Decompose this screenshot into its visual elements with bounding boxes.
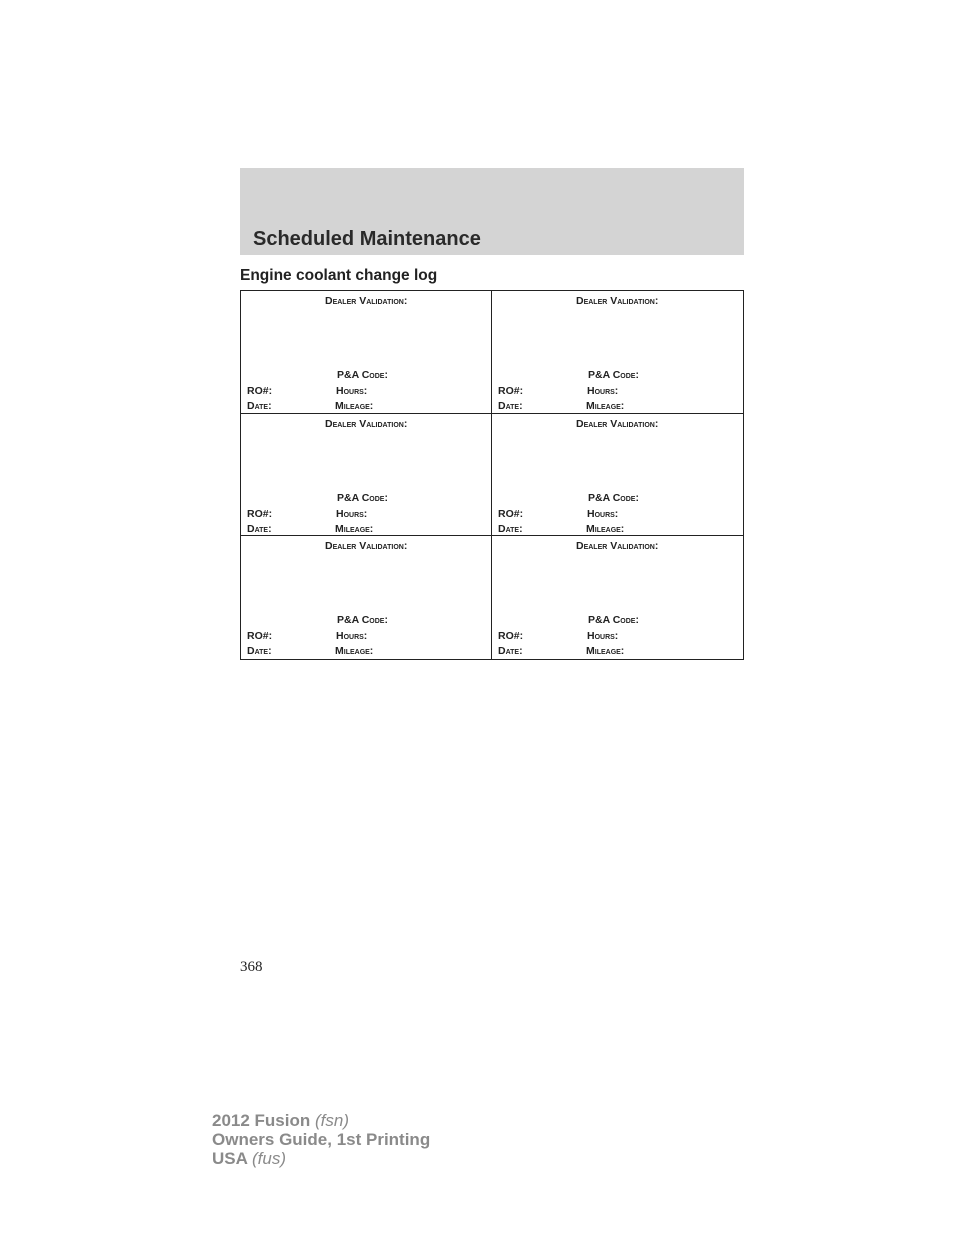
footer-model: 2012 Fusion bbox=[212, 1111, 311, 1130]
date-label: Date: bbox=[498, 522, 523, 535]
date-label: Date: bbox=[247, 522, 272, 535]
date-label: Date: bbox=[498, 400, 523, 412]
pa-code-label: P&A Code: bbox=[337, 614, 388, 627]
dealer-validation-label: Dealer Validation: bbox=[576, 417, 659, 430]
date-label: Date: bbox=[247, 645, 272, 658]
hours-label: Hours: bbox=[587, 385, 619, 397]
mileage-label: Mileage: bbox=[335, 400, 374, 412]
footer-market: USA bbox=[212, 1149, 248, 1168]
footer-line-3 bbox=[212, 1149, 430, 1168]
log-entry-6 bbox=[492, 536, 743, 659]
pa-code-label: P&A Code: bbox=[588, 369, 639, 381]
document-footer bbox=[212, 1111, 430, 1168]
mileage-label: Mileage: bbox=[586, 645, 625, 658]
pa-code-label: P&A Code: bbox=[337, 369, 388, 381]
log-entry-2 bbox=[492, 291, 743, 414]
hours-label: Hours: bbox=[336, 385, 368, 397]
mileage-label: Mileage: bbox=[335, 522, 374, 535]
mileage-label: Mileage: bbox=[586, 400, 625, 412]
footer-model-code: (fsn) bbox=[315, 1111, 349, 1130]
ro-label: RO#: bbox=[498, 507, 524, 520]
ro-label: RO#: bbox=[498, 385, 524, 397]
log-entry-5 bbox=[241, 536, 492, 659]
log-entry-1 bbox=[241, 291, 492, 414]
dealer-validation-label: Dealer Validation: bbox=[325, 417, 408, 430]
hours-label: Hours: bbox=[336, 630, 368, 643]
log-entry-3 bbox=[241, 414, 492, 537]
footer-line-1 bbox=[212, 1111, 430, 1130]
date-label: Date: bbox=[247, 400, 272, 412]
footer-market-code: (fus) bbox=[252, 1149, 286, 1168]
ro-label: RO#: bbox=[247, 507, 273, 520]
dealer-validation-label: Dealer Validation: bbox=[325, 540, 408, 553]
hours-label: Hours: bbox=[587, 630, 619, 643]
dealer-validation-label: Dealer Validation: bbox=[576, 540, 659, 553]
footer-line-2: Owners Guide, 1st Printing bbox=[212, 1130, 431, 1149]
date-label: Date: bbox=[498, 645, 523, 658]
header-band bbox=[240, 168, 744, 255]
hours-label: Hours: bbox=[336, 507, 368, 520]
mileage-label: Mileage: bbox=[586, 522, 625, 535]
pa-code-label: P&A Code: bbox=[588, 491, 639, 504]
log-entry-4 bbox=[492, 414, 743, 537]
mileage-label: Mileage: bbox=[335, 645, 374, 658]
ro-label: RO#: bbox=[498, 630, 524, 643]
dealer-validation-label: Dealer Validation: bbox=[576, 295, 659, 307]
chapter-title: Scheduled Maintenance bbox=[253, 228, 481, 250]
ro-label: RO#: bbox=[247, 385, 273, 397]
ro-label: RO#: bbox=[247, 630, 273, 643]
coolant-change-log-table bbox=[240, 290, 744, 660]
pa-code-label: P&A Code: bbox=[337, 491, 388, 504]
hours-label: Hours: bbox=[587, 507, 619, 520]
dealer-validation-label: Dealer Validation: bbox=[325, 295, 408, 307]
pa-code-label: P&A Code: bbox=[588, 614, 639, 627]
section-title: Engine coolant change log bbox=[240, 267, 438, 284]
page-number: 368 bbox=[240, 959, 263, 975]
